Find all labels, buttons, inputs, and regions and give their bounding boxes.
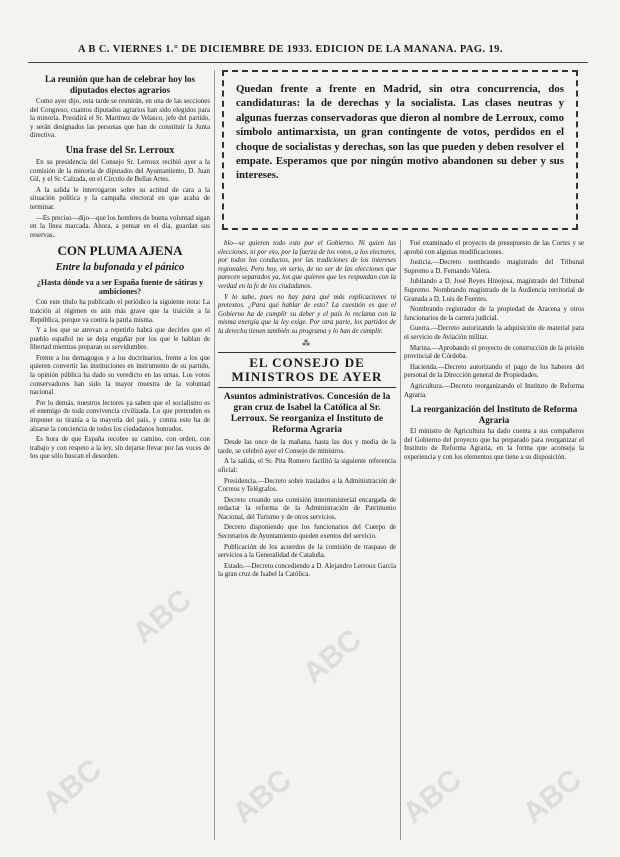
- section-ornament: ⁂: [302, 338, 312, 348]
- paragraph: Publicación de los acuerdos de la comisión de traspaso de servicios a la Generalidad de Cataluña.: [218, 543, 396, 560]
- paragraph: Decreto disponiendo que los funcionarios del Cuerpo de Secretarios de Ayuntamiento queden exentos del servicio.: [218, 524, 396, 541]
- article-headline: La reorganización del Instituto de Reforma Agraria: [410, 404, 578, 425]
- paragraph: Marina.—Aprobando el proyecto de construcción de la prisión provincial de Córdoba.: [404, 344, 584, 361]
- boxed-notice: [222, 70, 578, 230]
- watermark: ABC: [226, 763, 298, 831]
- column-right: [404, 240, 584, 840]
- paragraph: Frente a los demagogos y a los doctrinarios, frente a los que quieren convertir las instituciones en instrumento de su partido, la opinión pública ha dado su veredicto en las urnas. Los votos conservadores han sido la mayor muestra de la voluntad nacional.: [30, 354, 210, 397]
- paragraph: Jubilando a D. José Reyes Hinojosa, magistrado del Tribunal Supremo. Nombrando magistrado de la Audiencia territorial de Granada a D. Luis de Fuentes.: [404, 278, 584, 303]
- column-separator: [214, 70, 215, 840]
- paragraph: Es hora de que España recobre su camino, con orden, con trabajo y con respeto a la ley, sin dejarse llevar por las voces de los que sólo buscan el desorden.: [30, 436, 210, 461]
- paragraph: Por lo demás, nuestros lectores ya saben que el socialismo es el enemigo de toda convivencia civilizada. Lo que pretenden es imponer su tiranía a la mayoría del país, y contra esto ha de alzarse la conciencia de todos los ciudadanos honrados.: [30, 399, 210, 433]
- article-headline: Una frase del Sr. Lerroux: [65, 144, 175, 156]
- paragraph: El ministro de Agricultura ha dado cuenta a sus compañeros del Gobierno del proyecto que ha preparado para reorganizar el Instituto de Reforma Agraria, en la forma que aconseja la experiencia y con los elementos que tiene a su disposición.: [404, 428, 584, 461]
- watermark: ABC: [296, 623, 368, 691]
- paragraph: Presidencia.—Decreto sobre traslados a la Administración de Correos y Telégrafos.: [218, 477, 396, 494]
- section-headline: CON PLUMA AJENA: [57, 243, 183, 259]
- paragraph: A la salida le interrogaron sobre su actitud de cara a la situación política y la campaña electoral en que acaba de terminar.: [30, 186, 210, 211]
- column-separator: [400, 240, 401, 840]
- article-headline: Entre la bufonada y el pánico: [55, 262, 185, 274]
- column-left: [30, 70, 210, 840]
- column-middle: [218, 240, 396, 840]
- watermark: ABC: [516, 763, 588, 831]
- paragraph: blo—se quieren todo esto por el Gobierno. Ni quien las elecciones, ni por eso, por la fuerza de los votos, a los electores, por todos los conductos, por las tradiciones de los intereses regionales. Pero hoy, en serio, de no ser de las elecciones que parecen separados ya, los que quieren que les respondan con la verdad en la fe de los ciudadanos.: [218, 240, 396, 290]
- paragraph: Hacienda.—Decreto autorizando el pago de los haberes del personal de la Dirección general de Propiedades.: [404, 363, 584, 380]
- watermark: ABC: [36, 753, 108, 821]
- article-subheadline: ¿Hasta dónde va a ser España fuente de sátiras y ambiciones?: [36, 278, 204, 297]
- paragraph: Y a los que se atrevan a repetirlo habrá que decirles que el pueblo español no se deja engañar por los que le hablan de libertad mientras preparan su servidumbre.: [30, 327, 210, 352]
- watermark: ABC: [126, 583, 198, 651]
- paragraph: A la salida, el Sr. Pita Romero facilitó la siguiente referencia oficial:: [218, 458, 396, 474]
- section-headline: EL CONSEJO DE MINISTROS DE AYER: [218, 352, 396, 388]
- boxed-notice-text: Quedan frente a frente en Madrid, sin otra concurrencia, dos candidaturas: la de derechas y la socialista. Las clases neutras y algunas fuerzas conservadoras que dieron al nombre de Lerroux, como símbolo antimarxista, un gran contingente de votos, perdidos en el choque de socialistas y derechas, son las que pueden y deben resolver el empate. Esperamos que por ningún motivo abandonen su deber y sus intereses.: [236, 83, 564, 182]
- watermark: ABC: [396, 763, 468, 831]
- paragraph: Y lo sabe, pues no hay para qué más explicaciones ni pretextos. ¿Para qué hablar de esto? La cuestión es que el Gobierno ha de cumplir su deber y el país lo reclama con la misma energía que la ley exige. Por otra parte, los partidos de la derecha tienen también su programa y lo han de cumplir.: [218, 293, 396, 335]
- header-rule: [28, 62, 588, 63]
- paragraph: Justicia.—Decreto nombrando magistrado del Tribunal Supremo a D. Fernando Valera.: [404, 259, 584, 275]
- paragraph: Fué examinado el proyecto de presupuesto de las Cortes y se aprobó con algunas modificaciones.: [404, 240, 584, 256]
- page-header: A B C. VIERNES 1.° DE DICIEMBRE DE 1933. EDICION DE LA MAÑANA. PAG. 19.: [78, 44, 503, 55]
- paragraph: Estado.—Decreto concediendo a D. Alejandro Lerroux García la gran cruz de Isabel la Católica.: [218, 562, 396, 579]
- paragraph: Decreto creando una comisión interministerial encargada de redactar la reforma de la Administración de Patrimonio Nacional, del Turismo y de otros servicios.: [218, 496, 396, 521]
- paragraph: Agricultura.—Decreto reorganizando el Instituto de Reforma Agraria.: [404, 382, 584, 399]
- paragraph: —Es preciso—dijo—que los hombres de buena voluntad sigan en la línea marcada. Ahora, a pensar en el día, guardan sus reservas.: [30, 214, 210, 239]
- paragraph: Como ayer dijo, esta tarde se reunirán, en una de las secciones del Congreso, cuantos diputados agrarios han sido elegidos para la minoría. Presidirá el Sr. Martínez de Velasco, jefe del partido, y serán designados las personas que han de constituir la Junta directiva.: [30, 98, 210, 140]
- paragraph: En su presidencia del Consejo Sr. Lerroux recibió ayer a la comisión de la minoría de diputados del Ayuntamiento, D. Juan Gil, y el Sr. Calzada, en el Círculo de Bellas Artes.: [30, 158, 210, 184]
- paragraph: Guerra.—Decreto autorizando la adquisición de material para el servicio de Aviación militar.: [404, 325, 584, 341]
- paragraph: Desde las once de la mañana, hasta las dos y media de la tarde, se celebró ayer el Consejo de ministros.: [218, 439, 396, 455]
- article-subheadline: Asuntos administrativos. Concesión de la gran cruz de Isabel la Católica al Sr. Lerroux. Se reorganiza el Instituto de Reforma Agraria: [223, 392, 391, 436]
- paragraph: Nombrando registrador de la propiedad de Aracena y otros funcionarios de la carrera judicial.: [404, 306, 584, 322]
- paragraph: Con este título ha publicado el periódico la siguiente nota: La traición al régimen es aún más grave que la traición a la República, porque va contra la patria misma.: [30, 299, 210, 324]
- article-headline: La reunión que han de celebrar hoy los diputados electos agrarios: [45, 74, 195, 95]
